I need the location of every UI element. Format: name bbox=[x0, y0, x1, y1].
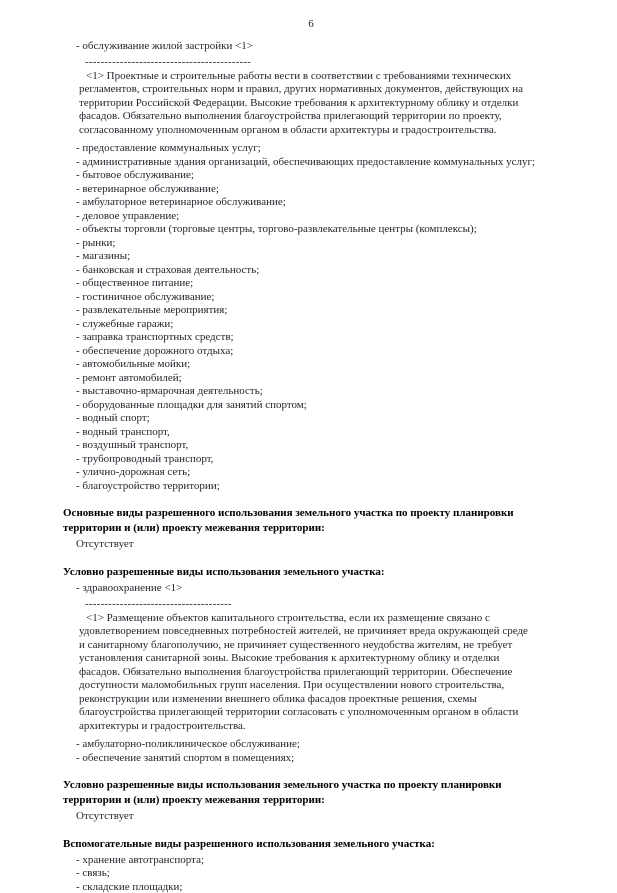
section-value: Отсутствует bbox=[76, 810, 134, 822]
list-item: - развлекательные мероприятия; bbox=[76, 304, 228, 316]
conditional-uses-list bbox=[63, 738, 559, 765]
list-item: - складские площадки; bbox=[76, 880, 183, 893]
footnote-separator: -------------------------------------- bbox=[85, 598, 232, 610]
footnote-text: <1> Проектные и строительные работы вести в соответствии с требованиями технических регламентов, строительных норм и правил, других нормативных документов, действующих на территории Российской Федерации. Высокие требования к архитектурному облику и отделки фасадов. Обязательно выполнения благоустройства прилегающий территории по проекту, согласованному уполномоченным органом в области архитектуры и градостроительства. bbox=[79, 69, 524, 136]
footnote-text: <1> Размещение объектов капитального строительства, если их размещение связано с удовлетворением повседневных потребностей жителей, не причиняет вреда окружающей среде и санитарному благополучию, не причиняет существенного неудобства жителям, не требует установления санитарной зоны. Высокие требования к архитектурному облику и отделки фасадов. Обязательно выполнения благоустройства прилегающий территории. Обеспечение доступности маломобильных групп населения. При осуществлении нового строительства, реконструкции или изменении внешнего облика фасадов проектные решения, схемы благоустройства прилегающей территории согласовать с уполномоченным органом в области архитектуры и градостроительства. bbox=[79, 611, 528, 732]
section-heading-conditional: Условно разрешенные виды использования земельного участка: bbox=[63, 565, 385, 578]
list-item: - амбулаторно-поликлиническое обслуживание; bbox=[76, 738, 300, 750]
list-item: - связь; bbox=[76, 867, 110, 879]
list-item: - хранение автотранспорта; bbox=[76, 853, 205, 866]
list-item: - здравоохранение <1> bbox=[76, 581, 183, 594]
list-item: - выставочно-ярмарочная деятельность; bbox=[76, 385, 263, 397]
section-value: Отсутствует bbox=[76, 538, 134, 550]
list-item: - обслуживание жилой застройки <1> bbox=[76, 39, 253, 52]
list-item: - бытовое обслуживание; bbox=[76, 169, 194, 181]
list-item: - улично-дорожная сеть; bbox=[76, 466, 191, 478]
list-item: - ремонт автомобилей; bbox=[76, 371, 182, 384]
list-item: - магазины; bbox=[76, 250, 131, 262]
footnote-block bbox=[79, 598, 531, 733]
list-item: - амбулаторное ветеринарное обслуживание; bbox=[76, 196, 286, 208]
list-item: - заправка транспортных средств; bbox=[76, 331, 234, 343]
section-heading-auxiliary: Вспомогательные виды разрешенного использования земельного участка: bbox=[63, 837, 435, 850]
list-item: - автомобильные мойки; bbox=[76, 358, 191, 370]
list-item: - оборудованные площадки для занятий спортом; bbox=[76, 398, 307, 411]
page-number: 6 bbox=[308, 18, 314, 30]
list-item: - объекты торговли (торговые центры, торгово-развлекательные центры (комплексы); bbox=[76, 223, 477, 235]
list-item: - водный транспорт, bbox=[76, 425, 170, 438]
list-item: - обеспечение занятий спортом в помещениях; bbox=[76, 751, 295, 764]
list-item: - трубопроводный транспорт, bbox=[76, 452, 214, 465]
list-item: - деловое управление; bbox=[76, 209, 180, 222]
list-item: - административные здания организаций, обеспечивающих предоставление коммунальных услуг; bbox=[76, 155, 536, 168]
permitted-uses-list bbox=[63, 142, 559, 493]
list-item: - банковская и страховая деятельность; bbox=[76, 263, 260, 276]
list-item: - общественное питание; bbox=[76, 277, 194, 289]
list-item: - воздушный транспорт, bbox=[76, 439, 189, 451]
list-item: - предоставление коммунальных услуг; bbox=[76, 142, 261, 154]
list-item: - благоустройство территории; bbox=[76, 479, 220, 492]
section-heading-main-project: Основные виды разрешенного использования земельного участка по проекту планировки территории и (или) проекту межевания территории: bbox=[63, 507, 514, 534]
list-item: - служебные гаражи; bbox=[76, 317, 174, 330]
list-item: - обеспечение дорожного отдыха; bbox=[76, 344, 234, 357]
footnote-separator: ------------------------------------------- bbox=[85, 56, 252, 68]
list-item: - рынки; bbox=[76, 236, 116, 249]
list-item: - ветеринарное обслуживание; bbox=[76, 182, 219, 195]
list-item: - водный спорт; bbox=[76, 412, 150, 424]
footnote-block bbox=[79, 56, 531, 137]
section-heading-conditional-project: Условно разрешенные виды использования земельного участка по проекту планировки территории и (или) проекту межевания территории: bbox=[63, 779, 502, 806]
list-item: - гостиничное обслуживание; bbox=[76, 290, 215, 303]
auxiliary-uses-list bbox=[63, 854, 559, 893]
